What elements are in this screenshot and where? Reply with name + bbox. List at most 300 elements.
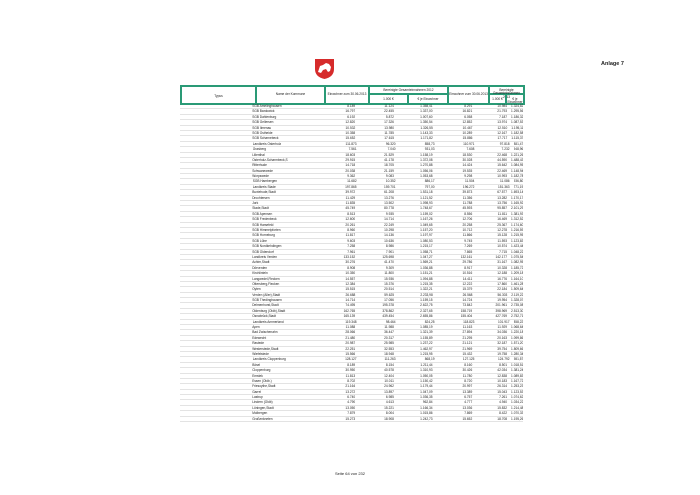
cell-einwohner-2013: 10.712 — [462, 227, 473, 232]
cell-typ — [180, 163, 252, 167]
cell-je-einwohner-2012: 1.157,20 — [420, 227, 433, 232]
cell-einwohner-2012: 11.817 — [345, 233, 356, 238]
header-einwohner-2012: Einwohner zum 30.06.2013 — [325, 86, 369, 104]
cell-einwohner-2013: 13.389 — [462, 389, 473, 394]
cell-je-einwohner-2012: 1.150,42 — [420, 378, 433, 383]
cell-betrag-2012: 41.470 — [384, 260, 394, 265]
cell-einwohner-2013: 27.894 — [462, 330, 473, 335]
cell-typ — [180, 341, 252, 345]
cell-betrag-2013: 10.574 — [497, 244, 508, 249]
header-je-einwohner-2012: € je Einwohner — [408, 94, 448, 104]
cell-betrag-2013: 26.314 — [497, 384, 508, 389]
cell-je-einwohner-2013: 1.488,43 — [511, 157, 523, 162]
cell-je-einwohner-2012: 1.158,19 — [420, 152, 433, 157]
cell-je-einwohner-2013: 858,22 — [513, 319, 523, 324]
cell-einwohner-2013: 29.786 — [462, 260, 473, 265]
cell-betrag-2012: 14.136 — [384, 233, 394, 238]
cell-einwohner-2013: 8.917 — [464, 265, 473, 270]
cell-betrag-2012: 25.985 — [384, 341, 394, 346]
cell-je-einwohner-2012: 2.622,75 — [420, 303, 433, 308]
cell-typ — [180, 228, 252, 232]
cell-name: SGB Amelinghausen — [252, 104, 282, 108]
cell-betrag-2012: 41.178 — [384, 157, 394, 162]
cell-typ — [180, 196, 252, 200]
cell-typ — [180, 336, 252, 340]
cell-einwohner-2012: 11.835 — [345, 201, 356, 206]
cell-einwohner-2012: 128.127 — [345, 357, 357, 362]
cell-betrag-2013: 11.929 — [497, 325, 508, 330]
cell-einwohner-2013: 8.720 — [464, 378, 473, 383]
cell-typ — [180, 384, 252, 388]
cell-typ — [180, 223, 252, 227]
cell-name: SGB Lühe — [252, 238, 267, 243]
cell-einwohner-2012: 133.152 — [343, 254, 356, 259]
cell-name: Schwanewede — [252, 168, 273, 173]
cell-einwohner-2013: 15.432 — [462, 351, 473, 356]
cell-je-einwohner-2013: 1.280,34 — [511, 351, 523, 356]
cell-je-einwohner-2013: 1.381,24 — [511, 368, 523, 373]
cell-name: Osnabrück,Stadt — [252, 314, 276, 319]
cell-betrag-2012: 7.901 — [385, 249, 394, 254]
cell-je-einwohner-2013: 1.087,53 — [511, 120, 523, 125]
cell-name: SGB Nordkehdingen — [252, 244, 282, 249]
cell-name: Landkreis Osterholz — [252, 141, 282, 146]
cell-einwohner-2012: 18.603 — [345, 152, 356, 157]
cell-name: SGB Dahlenburg — [252, 114, 277, 119]
cell-name: SGB Horneburg — [252, 233, 275, 238]
cell-betrag-2012: 17.326 — [384, 120, 394, 125]
cell-name: SGB Hambergen — [252, 179, 278, 184]
cell-je-einwohner-2013: 1.693,14 — [511, 190, 523, 195]
annex-label: Anlage 7 — [601, 61, 624, 67]
cell-je-einwohner-2013: 1.220,18 — [511, 330, 523, 335]
cell-betrag-2012: 125.698 — [382, 254, 394, 259]
cell-name: SGB Harsefeld — [252, 222, 274, 227]
cell-betrag-2012: 59.625 — [384, 292, 395, 297]
cell-betrag-2012: 20.514 — [384, 287, 394, 292]
cell-je-einwohner-2013: 1.312,52 — [511, 217, 523, 222]
cell-je-einwohner-2013: 1.215,95 — [511, 233, 523, 238]
cell-betrag-2012: 18.908 — [384, 416, 394, 421]
cell-typ — [180, 352, 252, 356]
cell-je-einwohner-2013: 1.084,95 — [511, 163, 523, 168]
cell-name: Bad Zwischenahn — [252, 330, 278, 335]
cell-betrag-2012: 8.154 — [385, 362, 394, 367]
cell-einwohner-2012: 8.189 — [347, 362, 356, 367]
header-betrag-2013: 1.000 € — [489, 94, 506, 104]
cell-betrag-2012: 9.309 — [385, 265, 394, 270]
cell-einwohner-2012: 13.272 — [345, 389, 356, 394]
cell-betrag-2012: 12.404 — [384, 373, 394, 378]
cell-einwohner-2012: 22.251 — [345, 346, 356, 351]
cell-betrag-2012: 8.004 — [385, 411, 394, 416]
cell-betrag-2013: 67.577 — [497, 190, 508, 195]
cell-je-einwohner-2013: 881,47 — [513, 141, 523, 146]
cell-je-einwohner-2012: 1.321,39 — [420, 330, 433, 335]
cell-einwohner-2012: 15.566 — [345, 351, 356, 356]
cell-betrag-2013: 7.261 — [499, 395, 508, 400]
cell-je-einwohner-2012: 1.215,17 — [420, 244, 433, 249]
cell-je-einwohner-2013: 1.209,18 — [511, 271, 523, 276]
cell-typ — [180, 330, 252, 334]
cell-typ — [180, 357, 253, 361]
cell-betrag-2012: 10.011 — [384, 378, 394, 383]
cell-betrag-2013: 15.832 — [497, 405, 508, 410]
cell-name: Cloppenburg — [252, 368, 271, 373]
cell-je-einwohner-2013: 1.571,20 — [511, 341, 523, 346]
cell-je-einwohner-2012: 1.121,52 — [420, 195, 433, 200]
cell-typ — [180, 390, 252, 394]
cell-je-einwohner-2013: 1.123,53 — [511, 389, 523, 394]
cell-betrag-2013: 4.940 — [499, 400, 508, 405]
cell-einwohner-2012: 28.066 — [345, 330, 356, 335]
cell-betrag-2012: 13.897 — [384, 389, 394, 394]
cell-betrag-2013: 19.954 — [497, 298, 508, 303]
cell-betrag-2013: 15.043 — [497, 389, 508, 394]
cell-typ — [180, 266, 252, 270]
cell-name: Dörverden — [252, 265, 268, 270]
cell-einwohner-2013: 26.568 — [462, 292, 473, 297]
cell-name: Grasberg — [252, 147, 267, 152]
cell-einwohner-2012: 30.276 — [345, 260, 356, 265]
cell-name: SGB Gellersen — [252, 120, 274, 125]
cell-je-einwohner-2013: 1.509,64 — [511, 287, 523, 292]
cell-betrag-2013: 101.917 — [498, 319, 510, 324]
cell-einwohner-2013: 14.424 — [462, 163, 473, 168]
cell-einwohner-2013: 18.530 — [462, 152, 473, 157]
cell-betrag-2012: 159.701 — [384, 184, 396, 189]
cell-typ — [180, 374, 252, 378]
cell-einwohner-2013: 15.652 — [462, 416, 473, 421]
cell-betrag-2013: 20.163 — [497, 335, 508, 340]
cell-einwohner-2013: 14.724 — [462, 298, 473, 303]
cell-typ — [180, 287, 252, 291]
cell-betrag-2013: 7.232 — [501, 147, 510, 152]
cell-name: Stade,Stadt — [252, 206, 269, 211]
cell-name: Drochtersen — [252, 195, 270, 200]
cell-betrag-2013: 34.036 — [497, 330, 508, 335]
cell-typ — [180, 158, 252, 162]
cell-einwohner-2013: 10.516 — [462, 271, 473, 276]
cell-typ — [180, 368, 252, 372]
cell-name: Molbergen — [252, 411, 268, 416]
cell-betrag-2012: 18.705 — [384, 163, 394, 168]
cell-je-einwohner-2012: 1.080,53 — [420, 238, 433, 243]
cell-typ — [180, 206, 252, 210]
cell-name: Friesoythe,Stadt — [252, 384, 276, 389]
cell-typ — [180, 320, 253, 324]
cell-betrag-2013: 16.776 — [497, 276, 508, 281]
cell-betrag-2012: 111.263 — [384, 357, 396, 362]
cell-einwohner-2012: 39.972 — [345, 190, 356, 195]
cell-je-einwohner-2012: 1.053,68 — [420, 174, 433, 179]
cell-je-einwohner-2013: 1.214,48 — [511, 405, 523, 410]
cell-betrag-2012: 4.613 — [385, 400, 394, 405]
cell-name: Buxtehude,Stadt — [252, 190, 276, 195]
cell-je-einwohner-2012: 1.007,60 — [420, 114, 433, 119]
cell-einwohner-2013: 20.258 — [462, 222, 473, 227]
cell-einwohner-2013: 10.289 — [462, 130, 473, 135]
cell-je-einwohner-2012: 1.143,33 — [420, 130, 433, 135]
cell-betrag-2013: 12.167 — [497, 130, 508, 135]
cell-einwohner-2012: 8.513 — [347, 211, 356, 216]
cell-name: Löningen,Stadt — [252, 405, 274, 410]
cell-je-einwohner-2012: 1.047,09 — [420, 389, 433, 394]
cell-je-einwohner-2012: 1.049,65 — [420, 222, 433, 227]
header-einwohner-2013: Einwohner zum 30.06.2013 — [448, 86, 489, 104]
cell-typ — [180, 271, 252, 275]
cell-typ — [180, 400, 252, 404]
cell-je-einwohner-2012: 1.179,44 — [420, 384, 433, 389]
cell-einwohner-2013: 21.969 — [462, 346, 473, 351]
cell-einwohner-2013: 9.745 — [464, 238, 473, 243]
cell-betrag-2013: 10.984 — [497, 104, 508, 108]
cell-betrag-2012: 8.986 — [385, 244, 394, 249]
cell-name: Emstek — [252, 373, 263, 378]
cell-einwohner-2013: 30.028 — [462, 157, 473, 162]
cell-je-einwohner-2013: 1.328,07 — [511, 298, 523, 303]
cell-je-einwohner-2012: 1.036,88 — [420, 265, 433, 270]
cell-betrag-2013: 7.187 — [499, 114, 508, 119]
cell-je-einwohner-2013: 1.164,10 — [511, 276, 523, 281]
cell-betrag-2013: 11.593 — [497, 238, 508, 243]
cell-einwohner-2012: 20.987 — [345, 341, 356, 346]
cell-je-einwohner-2013: 981,57 — [513, 357, 523, 362]
cell-einwohner-2013: 155.404 — [460, 314, 473, 319]
cell-betrag-2012: 11.988 — [384, 325, 394, 330]
cell-einwohner-2012: 11.682 — [347, 179, 357, 184]
header-group-2012: Bereinigte Gesamteinnahmen 2012 — [369, 86, 448, 94]
cell-betrag-2012: 21.529 — [384, 152, 394, 157]
cell-betrag-2013: 142.177 — [495, 254, 508, 259]
cell-betrag-2013: 25.367 — [497, 222, 508, 227]
cell-betrag-2012: 61.208 — [384, 190, 394, 195]
cell-name: Landkreis Stade — [252, 184, 276, 189]
header-betrag-2012: 1.000 € — [369, 94, 408, 104]
cell-einwohner-2012: 4.790 — [347, 400, 356, 405]
cell-typ — [180, 212, 252, 216]
cell-einwohner-2012: 162.765 — [343, 308, 356, 313]
cell-name: Westerstede,Stadt — [252, 346, 279, 351]
cell-einwohner-2012: 7.561 — [348, 147, 357, 152]
cell-name: Landkreis Cloppenburg — [252, 357, 286, 362]
cell-typ — [180, 233, 252, 237]
cell-betrag-2013: 7.715 — [499, 249, 508, 254]
cell-name: Verden (Aller),Stadt — [252, 292, 281, 297]
cell-je-einwohner-2012: 1.151,21 — [420, 271, 433, 276]
cell-typ — [180, 239, 252, 243]
cell-name: Garrel — [252, 389, 262, 394]
cell-typ — [180, 260, 252, 264]
cell-einwohner-2012: 6.192 — [347, 114, 356, 119]
cell-betrag-2012: 13.502 — [384, 201, 394, 206]
cell-je-einwohner-2013: 1.070,33 — [511, 411, 523, 416]
cell-betrag-2012: 9.935 — [385, 211, 394, 216]
cell-einwohner-2013: 118.823 — [463, 319, 475, 324]
cell-betrag-2013: 15.642 — [497, 163, 508, 168]
cell-einwohner-2012: 20.261 — [345, 222, 356, 227]
header-je-einwohner-2013: € je Einwohner — [506, 94, 524, 104]
cell-je-einwohner-2013: 1.099,86 — [511, 335, 523, 340]
cell-typ — [180, 104, 252, 108]
cell-einwohner-2013: 45.593 — [462, 206, 473, 211]
cell-je-einwohner-2012: 1.015,86 — [420, 411, 433, 416]
cell-je-einwohner-2013: 1.809,66 — [511, 346, 523, 351]
cell-name: SGB Apensen — [252, 211, 273, 216]
cell-je-einwohner-2012: 1.748,67 — [420, 206, 433, 211]
cell-je-einwohner-2012: 1.326,55 — [420, 125, 433, 130]
cell-einwohner-2012: 8.189 — [347, 104, 356, 108]
cell-betrag-2013: 17.717 — [497, 136, 508, 141]
cell-einwohner-2012: 29.915 — [345, 157, 356, 162]
cell-je-einwohner-2012: 1.211,44 — [420, 362, 433, 367]
cell-je-einwohner-2013: 1.123,83 — [511, 238, 523, 243]
cell-je-einwohner-2013: 1.034,22 — [511, 400, 523, 405]
cell-je-einwohner-2013: 1.216,59 — [511, 227, 523, 232]
cell-typ — [180, 169, 252, 173]
cell-einwohner-2013: 127.125 — [462, 357, 475, 362]
cell-typ — [180, 147, 253, 151]
cell-je-einwohner-2013: 1.115,37 — [511, 136, 523, 141]
cell-betrag-2013: 12.838 — [497, 373, 508, 378]
cell-einwohner-2013: 21.121 — [462, 341, 473, 346]
cell-name: SGB Oldendorf — [252, 249, 274, 254]
cell-einwohner-2012: 20.038 — [345, 168, 356, 173]
cell-je-einwohner-2012: 1.350,54 — [420, 120, 433, 125]
cell-name: Oldenburg (Oldb),Stadt — [252, 308, 286, 313]
cell-einwohner-2013: 8.291 — [464, 104, 473, 108]
cell-betrag-2012: 98.464 — [385, 319, 396, 324]
cell-name: SGB Thedinghausen — [252, 298, 282, 303]
cell-einwohner-2013: 7.865 — [464, 249, 473, 254]
cell-je-einwohner-2012: 1.036,35 — [420, 395, 433, 400]
cell-typ — [180, 126, 252, 130]
cell-name: Landkreis Ammerland — [252, 319, 284, 324]
cell-je-einwohner-2012: 1.462,97 — [420, 346, 433, 351]
cell-betrag-2012: 17.056 — [384, 298, 394, 303]
cell-einwohner-2012: 15.273 — [345, 416, 356, 421]
table-header — [180, 85, 525, 105]
cell-name: Achim,Stadt — [252, 260, 270, 265]
cell-betrag-2012: 439.454 — [382, 314, 394, 319]
cell-betrag-2013: 18.708 — [497, 416, 508, 421]
cell-betrag-2013: 13.756 — [497, 201, 508, 206]
cell-betrag-2013: 10.183 — [497, 378, 508, 383]
cell-je-einwohner-2013: 1.068,64 — [511, 325, 523, 330]
cell-je-einwohner-2013: 2.513,30 — [511, 308, 523, 313]
cell-einwohner-2013: 196.272 — [462, 184, 475, 189]
cell-name: Bösel — [252, 362, 261, 367]
cell-je-einwohner-2013: 1.048,22 — [511, 249, 523, 254]
cell-einwohner-2013: 21.295 — [462, 335, 473, 340]
cell-betrag-2013: 95.857 — [497, 206, 508, 211]
cell-je-einwohner-2013: 1.461,28 — [511, 281, 523, 286]
cell-einwohner-2013: 7.869 — [464, 411, 473, 416]
cell-je-einwohner-2013: 936,80 — [513, 179, 523, 184]
cell-typ — [180, 136, 252, 140]
cell-einwohner-2012: 11.813 — [345, 373, 356, 378]
cell-betrag-2012: 5.872 — [385, 114, 394, 119]
cell-einwohner-2013: 132.161 — [460, 254, 473, 259]
cell-betrag-2013: 10.328 — [497, 265, 508, 270]
cell-einwohner-2013: 12.706 — [462, 217, 473, 222]
cell-name: SGB Fredenbeck — [252, 217, 277, 222]
cell-einwohner-2012: 7.258 — [347, 244, 356, 249]
cell-name: Edewecht — [252, 335, 267, 340]
cell-einwohner-2013: 20.997 — [462, 384, 473, 389]
cell-einwohner-2013: 12.222 — [462, 281, 473, 286]
cell-einwohner-2013: 11.504 — [464, 179, 475, 184]
cell-name: Lindern (Oldb) — [252, 400, 273, 405]
cell-einwohner-2013: 12.852 — [462, 120, 473, 125]
cell-betrag-2012: 7.040 — [387, 147, 396, 152]
cell-typ — [180, 109, 252, 113]
cell-betrag-2013: 56.303 — [497, 292, 508, 297]
cell-je-einwohner-2013: 1.186,32 — [511, 114, 523, 119]
cell-betrag-2013: 12.188 — [497, 271, 508, 276]
cell-typ — [180, 153, 252, 157]
cell-je-einwohner-2012: 1.531,18 — [420, 190, 433, 195]
cell-typ — [180, 314, 252, 318]
cell-typ — [180, 379, 252, 383]
cell-betrag-2012: 11.785 — [384, 130, 394, 135]
cell-je-einwohner-2012: 1.358,41 — [420, 104, 433, 108]
cell-betrag-2012: 15.376 — [384, 281, 394, 286]
cell-einwohner-2013: 6.757 — [464, 395, 473, 400]
cell-je-einwohner-2013: 1.324,82 — [511, 104, 523, 108]
cell-name: SGB Bardowick — [252, 109, 275, 114]
cell-betrag-2013: 13.282 — [497, 195, 508, 200]
cell-betrag-2012: 10.298 — [384, 227, 394, 232]
cell-betrag-2012: 11.800 — [384, 271, 394, 276]
cell-einwohner-2012: 10.350 — [345, 271, 356, 276]
cell-typ — [180, 395, 252, 399]
cell-je-einwohner-2012: 1.098,93 — [420, 201, 433, 206]
cell-je-einwohner-2013: 1.195,11 — [511, 125, 523, 130]
cell-betrag-2013: 398.969 — [495, 308, 508, 313]
cell-je-einwohner-2013: 1.423,44 — [511, 244, 523, 249]
cell-betrag-2012: 40.578 — [384, 368, 394, 373]
cell-name: SGB Ilmenau — [252, 125, 272, 130]
cell-betrag-2012: 9.083 — [385, 174, 394, 179]
cell-je-einwohner-2012: 931,03 — [424, 147, 435, 152]
cell-betrag-2013: 17.860 — [497, 281, 508, 286]
cell-einwohner-2012: 15.515 — [345, 287, 356, 292]
cell-betrag-2013: 97.818 — [499, 141, 510, 146]
cell-typ — [180, 293, 252, 297]
cell-je-einwohner-2013: 1.174,60 — [511, 222, 523, 227]
cell-einwohner-2012: 14.557 — [345, 276, 356, 281]
cell-je-einwohner-2012: 1.215,35 — [420, 281, 433, 286]
cell-einwohner-2012: 197.865 — [345, 184, 357, 189]
cell-typ — [180, 179, 253, 183]
cell-typ — [180, 363, 252, 367]
cell-je-einwohner-2013: 1.295,56 — [511, 109, 523, 114]
cell-je-einwohner-2012: 1.372,08 — [420, 157, 433, 162]
cell-einwohner-2013: 6.058 — [464, 114, 473, 119]
header-name: Name der Kommune — [256, 86, 325, 104]
cell-betrag-2013: 15.128 — [497, 233, 508, 238]
cell-einwohner-2013: 11.788 — [462, 201, 473, 206]
cell-betrag-2013: 10.993 — [497, 174, 508, 179]
cell-betrag-2012: 21.159 — [384, 168, 394, 173]
cell-je-einwohner-2012: 824,25 — [424, 319, 435, 324]
cell-name: Landkreis Verden — [252, 254, 277, 259]
cell-betrag-2012: 378.862 — [382, 308, 394, 313]
cell-betrag-2013: 19.758 — [497, 351, 508, 356]
cell-je-einwohner-2013: 1.182,58 — [511, 130, 523, 135]
cell-einwohner-2013: 14.411 — [462, 276, 473, 281]
